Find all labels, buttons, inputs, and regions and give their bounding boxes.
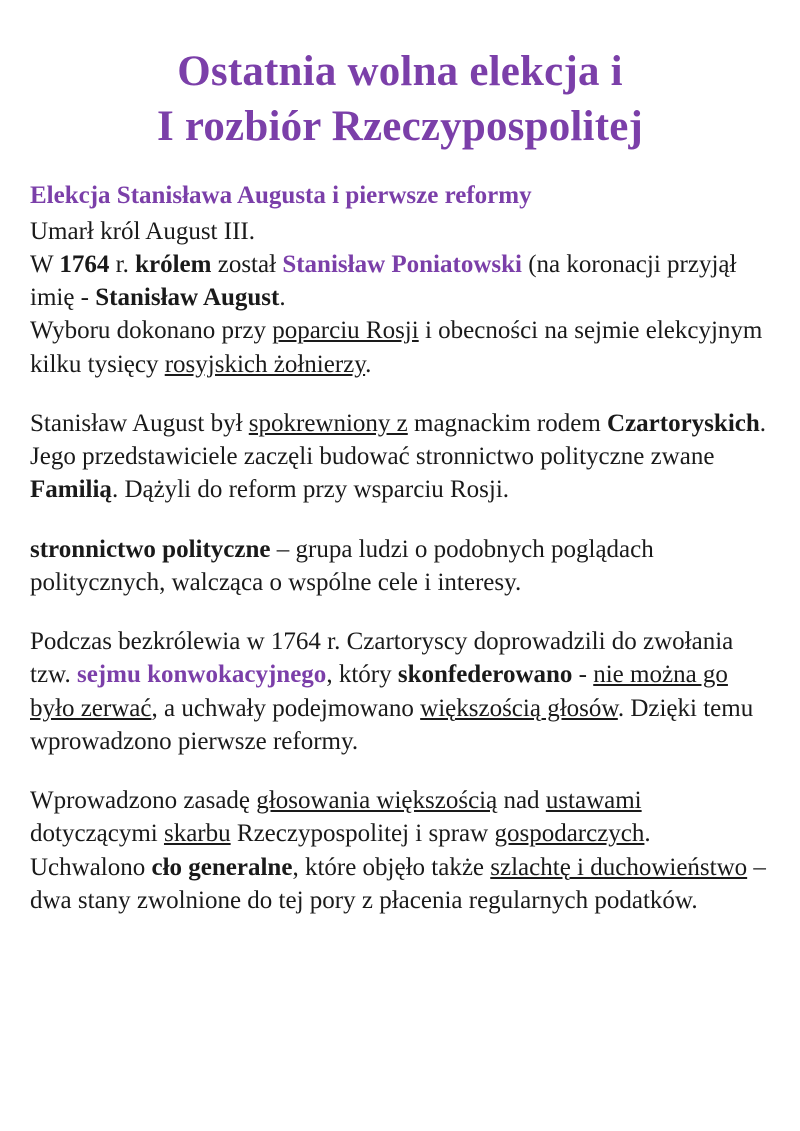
plain-text: , a uchwały podejmowano: [151, 694, 421, 722]
plain-text: .: [644, 820, 651, 848]
plain-text: dotyczącymi: [30, 820, 164, 848]
paragraph: [30, 533, 770, 600]
bold-text: Czartoryskich: [607, 409, 760, 437]
plain-text: . Dzięki temu wprowadzono pierwsze reformy.: [30, 694, 754, 755]
bold-text: królem: [135, 250, 212, 278]
underlined-text: ustawami: [545, 787, 642, 815]
plain-text: , który: [326, 661, 398, 689]
section-elekcja: [30, 180, 770, 381]
section-czartoryscy: [30, 407, 770, 507]
plain-text: nad: [497, 787, 546, 815]
underlined-text: szlachtę i duchowieństwo: [490, 853, 748, 881]
plain-text: – dwa stany zwolnione do tej pory z płacenia regularnych podatków.: [30, 853, 766, 914]
plain-text: – grupa ludzi o podobnych poglądach politycznych, walcząca o wspólne cele i interesy.: [30, 535, 654, 596]
section-heading: Elekcja Stanisława Augusta i pierwsze reformy: [30, 182, 532, 210]
paragraph: [30, 407, 770, 507]
bold-text: cło generalne: [151, 853, 293, 881]
plain-text: .: [365, 350, 372, 378]
plain-text: . Dążyli do reform przy wsparciu Rosji.: [111, 476, 510, 504]
paragraph: [30, 215, 770, 381]
page-title-line-2: I rozbiór Rzeczypospolitej: [156, 103, 644, 151]
plain-text: W: [30, 250, 60, 278]
plain-text: magnackim rodem: [407, 409, 608, 437]
plain-text: Uchwalono: [30, 853, 152, 881]
paragraph: [30, 625, 770, 758]
underlined-text: głosowania większością: [256, 787, 498, 815]
plain-text: , które objęło także: [292, 853, 491, 881]
underlined-text: spokrewniony z: [248, 409, 408, 437]
paragraph: [30, 784, 770, 917]
plain-text: został: [211, 250, 283, 278]
highlighted-term: sejmu konwokacyjnego: [76, 661, 327, 689]
bold-text: Familią: [30, 476, 112, 504]
plain-text: .: [279, 284, 286, 312]
plain-text: Rzeczypospolitej i spraw: [230, 820, 495, 848]
plain-text: r.: [109, 250, 136, 278]
plain-text: (na koronacji przyjął imię -: [30, 250, 737, 312]
plain-text: -: [572, 661, 594, 689]
plain-text: Wyboru dokonano przy: [30, 317, 273, 345]
page-title-line-1: Ostatnia wolna elekcja i: [177, 48, 623, 95]
plain-text: Umarł król August III.: [30, 217, 255, 245]
underlined-text: skarbu: [163, 820, 231, 848]
bold-text: Stanisław August: [95, 284, 280, 312]
underlined-text: rosyjskich żołnierzy: [164, 350, 366, 378]
bold-text: stronnictwo polityczne: [30, 535, 271, 563]
underlined-text: większością głosów: [420, 694, 618, 722]
underlined-text: gospodarczych: [494, 820, 645, 848]
bold-text: skonfederowano: [397, 661, 573, 689]
plain-text: i obecności na sejmie elekcyjnym kilku tysięcy: [30, 317, 763, 378]
section-definicja-stronnictwo: [30, 533, 770, 600]
plain-text: Podczas bezkrólewia w 1764 r. Czartoryscy doprowadzili do zwołania tzw.: [30, 628, 734, 689]
section-sejm-konwokacyjny: [30, 625, 770, 758]
section-reformy-skarbowe: [30, 784, 770, 917]
highlighted-term: Stanisław Poniatowski: [282, 250, 522, 278]
plain-text: . Jego przedstawiciele zaczęli budować stronnictwo polityczne zwane: [30, 409, 767, 471]
underlined-text: nie można go było zerwać: [30, 661, 728, 722]
underlined-text: poparciu Rosji: [272, 317, 419, 345]
plain-text: Stanisław August był: [30, 409, 249, 437]
plain-text: Wprowadzono zasadę: [30, 787, 257, 815]
bold-text: 1764: [59, 250, 110, 278]
page-title: [30, 44, 770, 154]
